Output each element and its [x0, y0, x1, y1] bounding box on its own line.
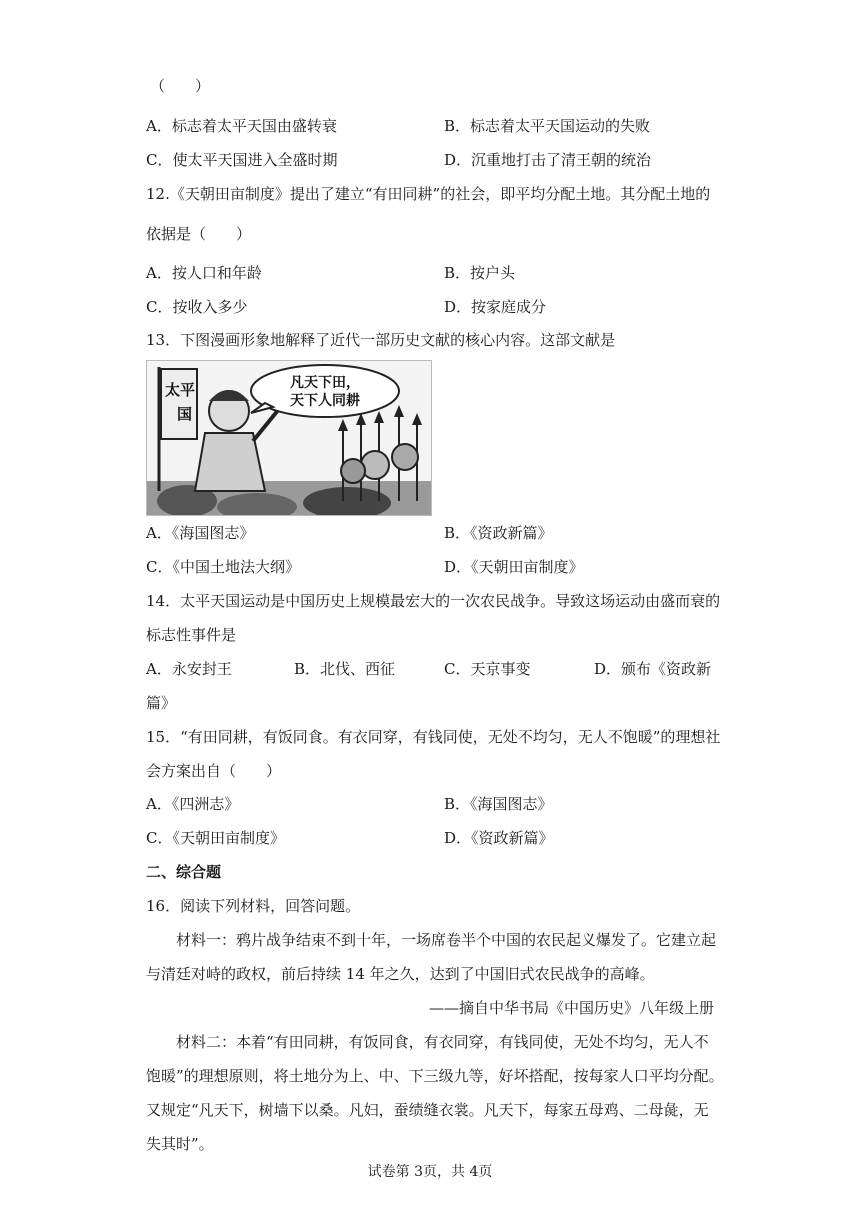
q13-option-d: D．《天朝田亩制度》: [444, 558, 584, 576]
q12-option-d: D．按家庭成分: [444, 298, 547, 316]
q16-stem: 16．阅读下列材料，回答问题。: [146, 897, 361, 915]
q12-option-c: C．按收入多少: [146, 298, 248, 316]
q15-option-d: D．《资政新篇》: [444, 829, 554, 847]
cartoon-flag-text-1: 太平: [165, 381, 196, 399]
q15-option-c: C．《天朝田亩制度》: [146, 829, 285, 847]
q14-option-b: B．北伐、西征: [294, 660, 396, 678]
q16-material1-source: ——摘自中华书局《中国历史》八年级上册: [428, 999, 714, 1017]
page-footer: 试卷第 3页，共 4页: [367, 1164, 493, 1180]
q16-material1-line1: 材料一：鸦片战争结束不到十年，一场席卷半个中国的农民起义爆发了。它建立起: [176, 931, 717, 949]
q12-option-a: A．按人口和年龄: [146, 264, 262, 282]
q12-stem-line2: 依据是（ ）: [146, 225, 252, 243]
q11-option-b: B．标志着太平天国运动的失败: [444, 117, 651, 135]
q14-option-d: D．颁布《资政新: [594, 660, 712, 678]
q11-stem-tail: （ ）: [150, 77, 211, 95]
q15-option-b: B．《海国图志》: [444, 795, 553, 813]
q13-stem: 13．下图漫画形象地解释了近代一部历史文献的核心内容。这部文献是: [146, 331, 616, 349]
q14-option-d-wrap: 篇》: [146, 694, 177, 712]
q14-option-a: A．永安封王: [146, 660, 232, 678]
q14-stem-line2: 标志性事件是: [146, 626, 237, 644]
q15-stem-line2: 会方案出自（ ）: [146, 762, 282, 780]
q11-option-a: A．标志着太平天国由盛转衰: [146, 117, 337, 135]
q13-option-c: C．《中国土地法大纲》: [146, 558, 300, 576]
cartoon-bubble-line1: 凡天下田，: [290, 375, 360, 391]
q15-stem-line1: 15．“有田同耕，有饭同食。有衣同穿，有钱同使，无处不均匀，无人不饱暖”的理想社: [146, 728, 721, 746]
q16-material2-line4: 失其时”。: [146, 1135, 214, 1153]
cartoon-bubble-line2: 天下人同耕: [290, 393, 360, 409]
q16-material1-line2: 与清廷对峙的政权，前后持续 14 年之久，达到了中国旧式农民战争的高峰。: [146, 965, 655, 983]
q16-material2-line3: 又规定“凡天下，树墙下以桑。凡妇，蚕绩缝衣裳。凡天下，每家五母鸡、二母彘，无: [146, 1101, 709, 1119]
q11-option-c: C．使太平天国进入全盛时期: [146, 151, 338, 169]
q13-option-a: A．《海国图志》: [146, 524, 255, 542]
q14-stem-line1: 14．太平天国运动是中国历史上规模最宏大的一次农民战争。导致这场运动由盛而衰的: [146, 592, 721, 610]
section-title: 二、综合题: [146, 863, 222, 881]
q11-option-d: D．沉重地打击了清王朝的统治: [444, 151, 652, 169]
cartoon-illustration: [146, 360, 432, 516]
q16-material2-line2: 饱暖”的理想原则，将土地分为上、中、下三级九等，好坏搭配，按每家人口平均分配。: [146, 1067, 724, 1085]
q16-material2-line1: 材料二：本着“有田同耕，有饭同食，有衣同穿，有钱同使，无处不均匀，无人不: [176, 1033, 709, 1051]
q12-stem-line1: 12.《天朝田亩制度》提出了建立“有田同耕”的社会，即平均分配土地。其分配土地的: [146, 185, 711, 203]
q15-option-a: A．《四洲志》: [146, 795, 240, 813]
q13-option-b: B．《资政新篇》: [444, 524, 553, 542]
cartoon-flag-text-2: 国: [177, 405, 193, 423]
q12-option-b: B．按户头: [444, 264, 516, 282]
q14-option-c: C．天京事变: [444, 660, 531, 678]
